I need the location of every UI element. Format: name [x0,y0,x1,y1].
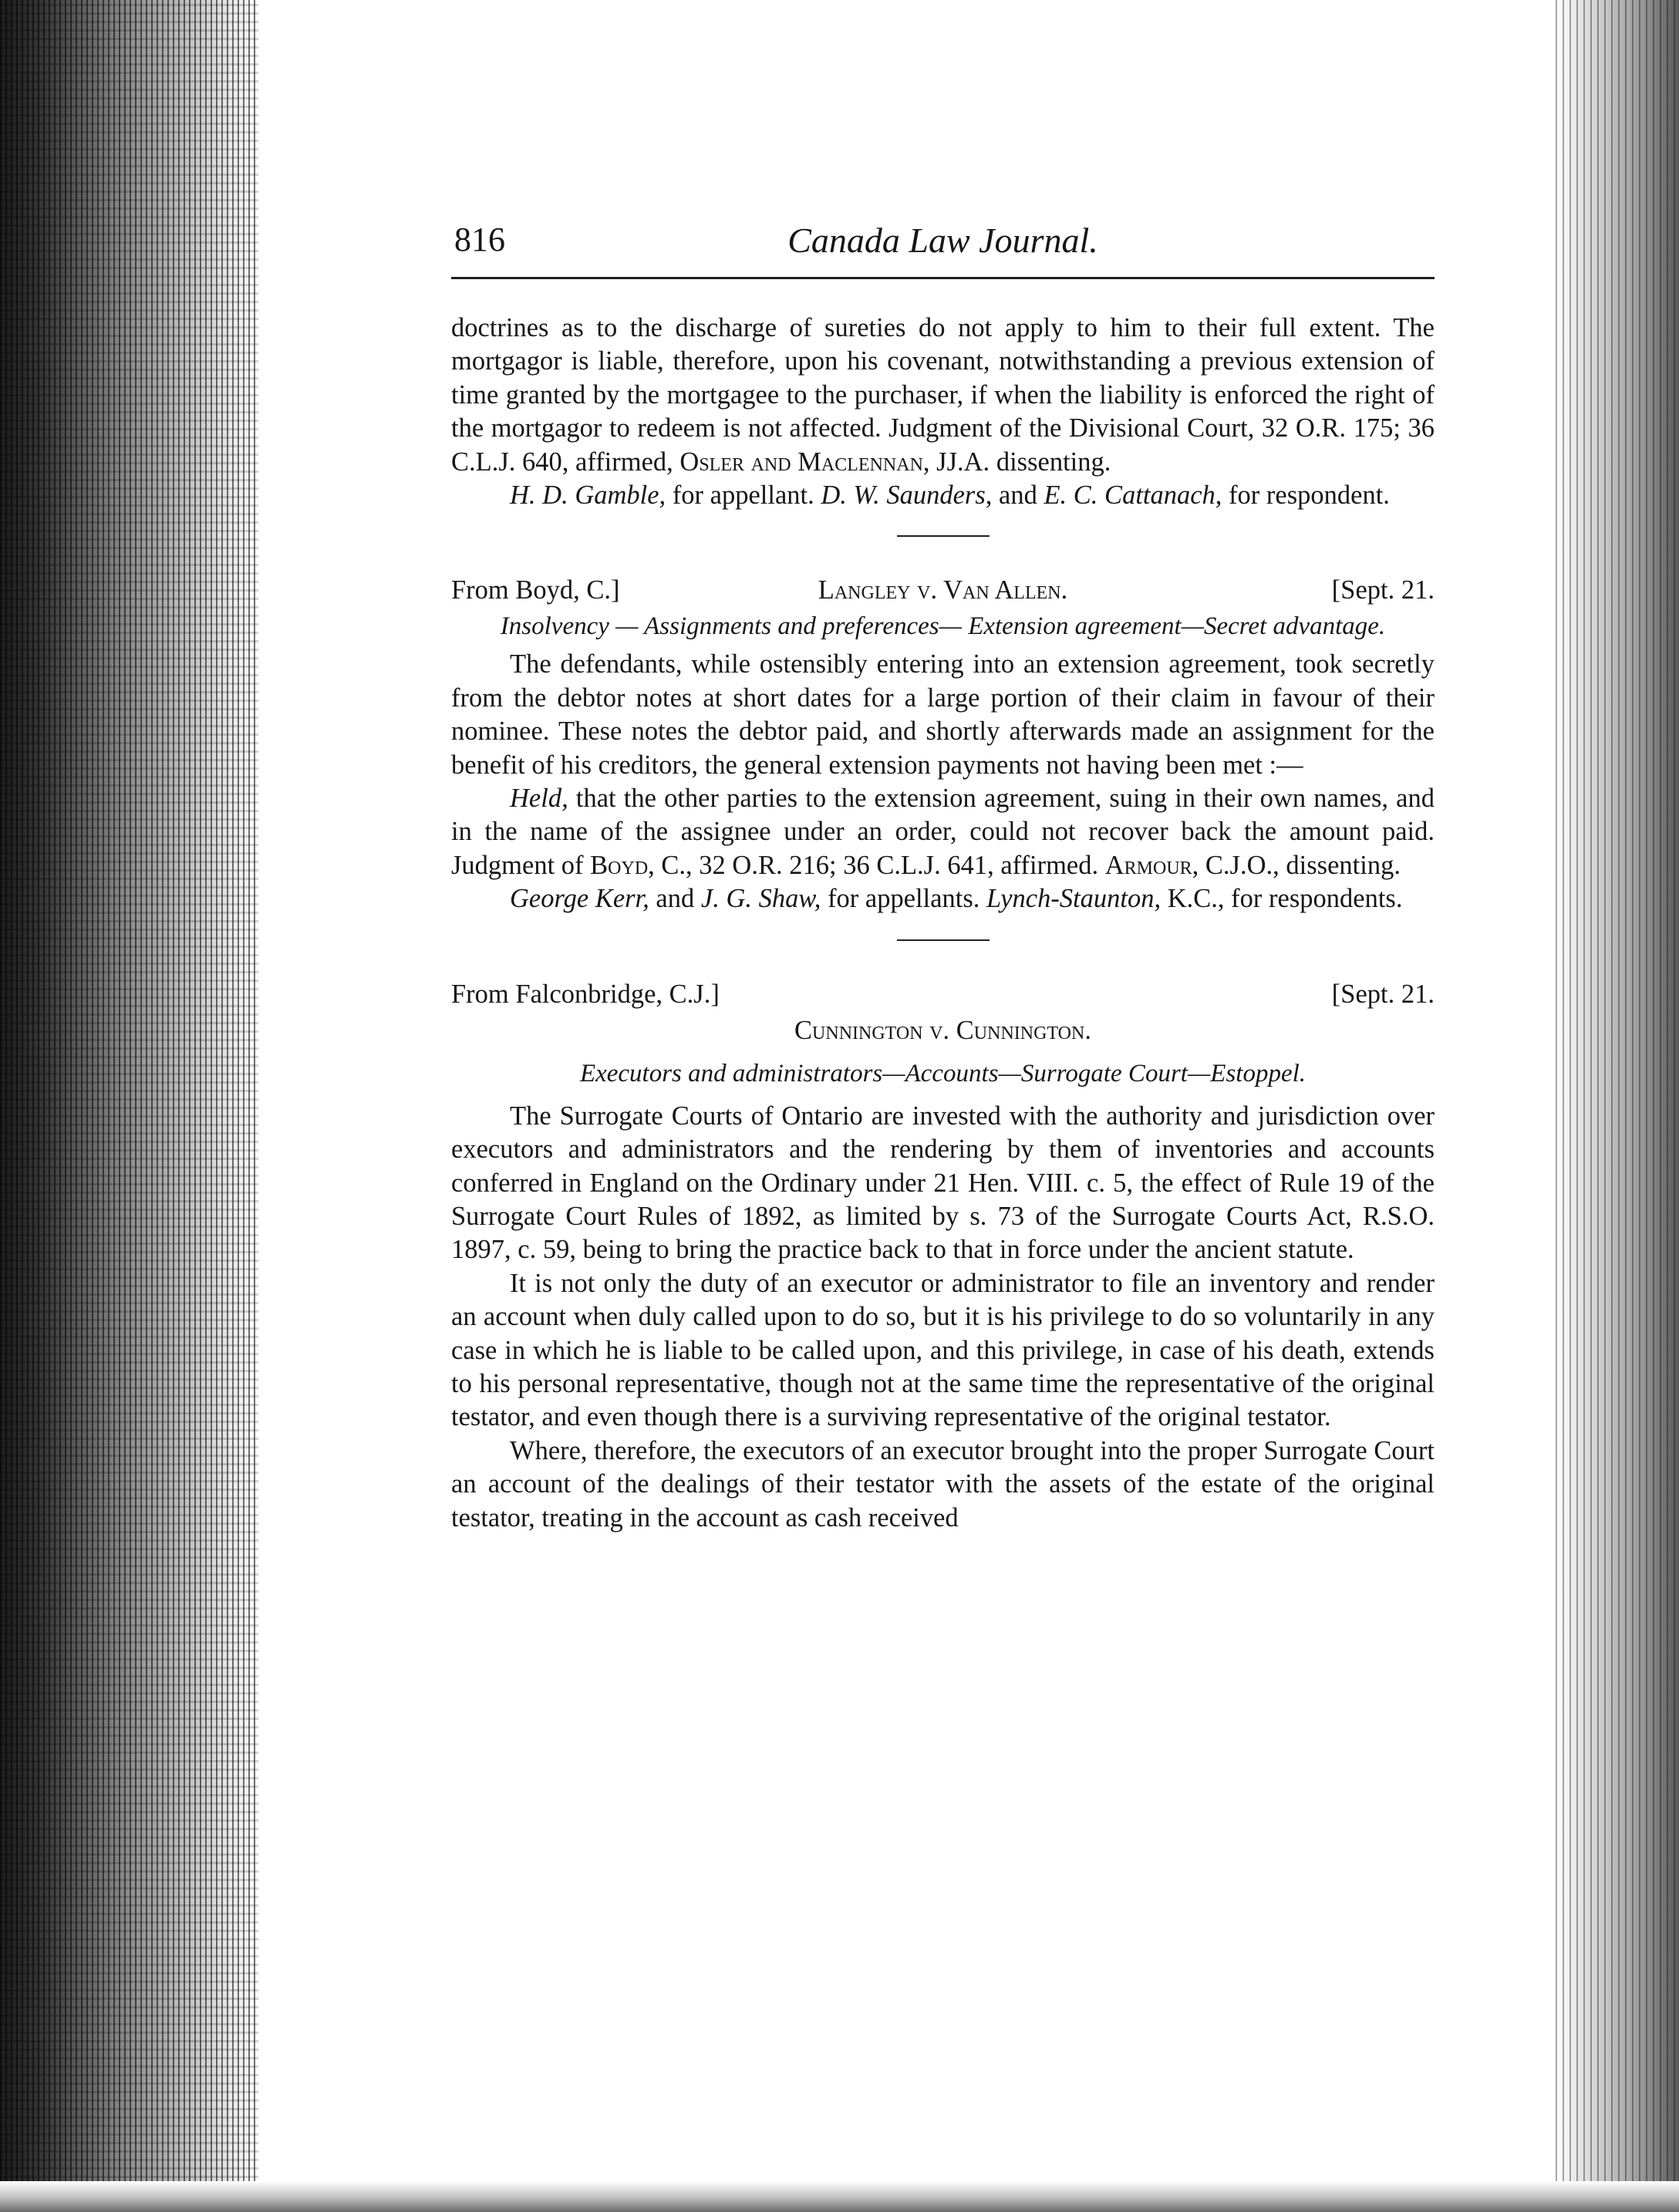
journal-page [451,220,1435,1535]
journal-title: Canada Law Journal. [787,221,1098,260]
page-number: 816 [454,221,505,258]
page-body [451,312,1435,1535]
case-date: [Sept. 21. [1331,979,1435,1009]
case-court-from: From Boyd, C.] [451,575,620,605]
case-headnote: Executors and administrators—Accounts—Surrogate Court—Estoppel. [579,1059,1306,1087]
case-date: [Sept. 21. [1331,575,1435,605]
dissenting-judges: Osler and Maclennan, JJ.A. [679,447,990,477]
running-head [451,220,1435,279]
case-heading-cunnington [451,978,1435,1013]
scan-binding-edge-left [0,0,258,2212]
counsel-line: George Kerr, and J. G. Shaw, for appellants. Lynch-Staunton, K.C., for respondents. [510,884,1403,914]
case-continuation-paragraph: doctrines as to the discharge of sureties do not apply to him to their full extent. The mortgagor is liable, therefore, upon his covenant, notwithstanding a previous extension of time granted by the mortgagee to the purchaser, if when the liability is enforced the right of the mortgagor to redeem is not affected. Judgment of the Divisional Court, 32 O.R. 175; 36 C.L.J. 640, affirmed, Osler and Maclennan, JJ.A. dissenting. [451,313,1435,477]
counsel-line: H. D. Gamble, for appellant. D. W. Saunders, and E. C. Cattanach, for respondent. [510,481,1390,511]
case-paragraph: The defendants, while ostensibly entering into an extension agreement, took secretly from the debtor notes at short dates for a large portion of their claim in favour of their nominee. These notes the debtor paid, and shortly afterwards made an assignment for the benefit of his creditors, the general extension payments not having been met :— [451,649,1435,780]
scan-bottom-edge [0,2181,1679,2212]
section-divider [897,939,990,941]
scan-binding-edge-right [1556,0,1679,2212]
case-paragraph: The Surrogate Courts of Ontario are invested with the authority and jurisdiction over executors and administrators and the rendering by them of inventories and accounts conferred in England on the Ordinary under 21 Hen. VIII. c. 5, the effect of Rule 19 of the Surrogate Court Rules of 1892, as limited by s. 73 of the Surrogate Courts Act, R.S.O. 1897, c. 59, being to bring the practice back to that in force under the ancient statute. [451,1101,1435,1265]
case-title: Cunnington v. Cunnington. [794,1015,1091,1045]
held-word: Held, [510,784,568,814]
case-title: Langley v. Van Allen. [818,575,1068,605]
section-divider [897,535,990,537]
case-heading-langley [451,574,1435,609]
case-holding-paragraph: Held, that the other parties to the extension agreement, suing in their own names, and in the name of the assignee under an order, could not recover back the amount paid. Judgment of Boyd, C., 32 O.R. 216; 36 C.L.J. 641, affirmed. Armour, C.J.O., dissenting. [451,784,1435,880]
case-paragraph: Where, therefore, the executors of an executor brought into the proper Surrogate Court an account of the dealings of their testator with the assets of the estate of the original testator, treating in the account as cash received [451,1435,1435,1533]
case-headnote: Insolvency — Assignments and preferences— Extension agreement—Secret advantage. [500,612,1386,641]
case-paragraph: It is not only the duty of an executor or administrator to file an inventory and render an account when duly called upon to do so, but it is his privilege to do so voluntarily in any case in which he is liable to be called upon, and this privilege, in case of his death, extends to his personal representative, though not at the same time the representative of the original testator, and even though there is a surviving representative of the original testator. [451,1268,1435,1432]
case-court-from: From Falconbridge, C.J.] [451,979,720,1009]
